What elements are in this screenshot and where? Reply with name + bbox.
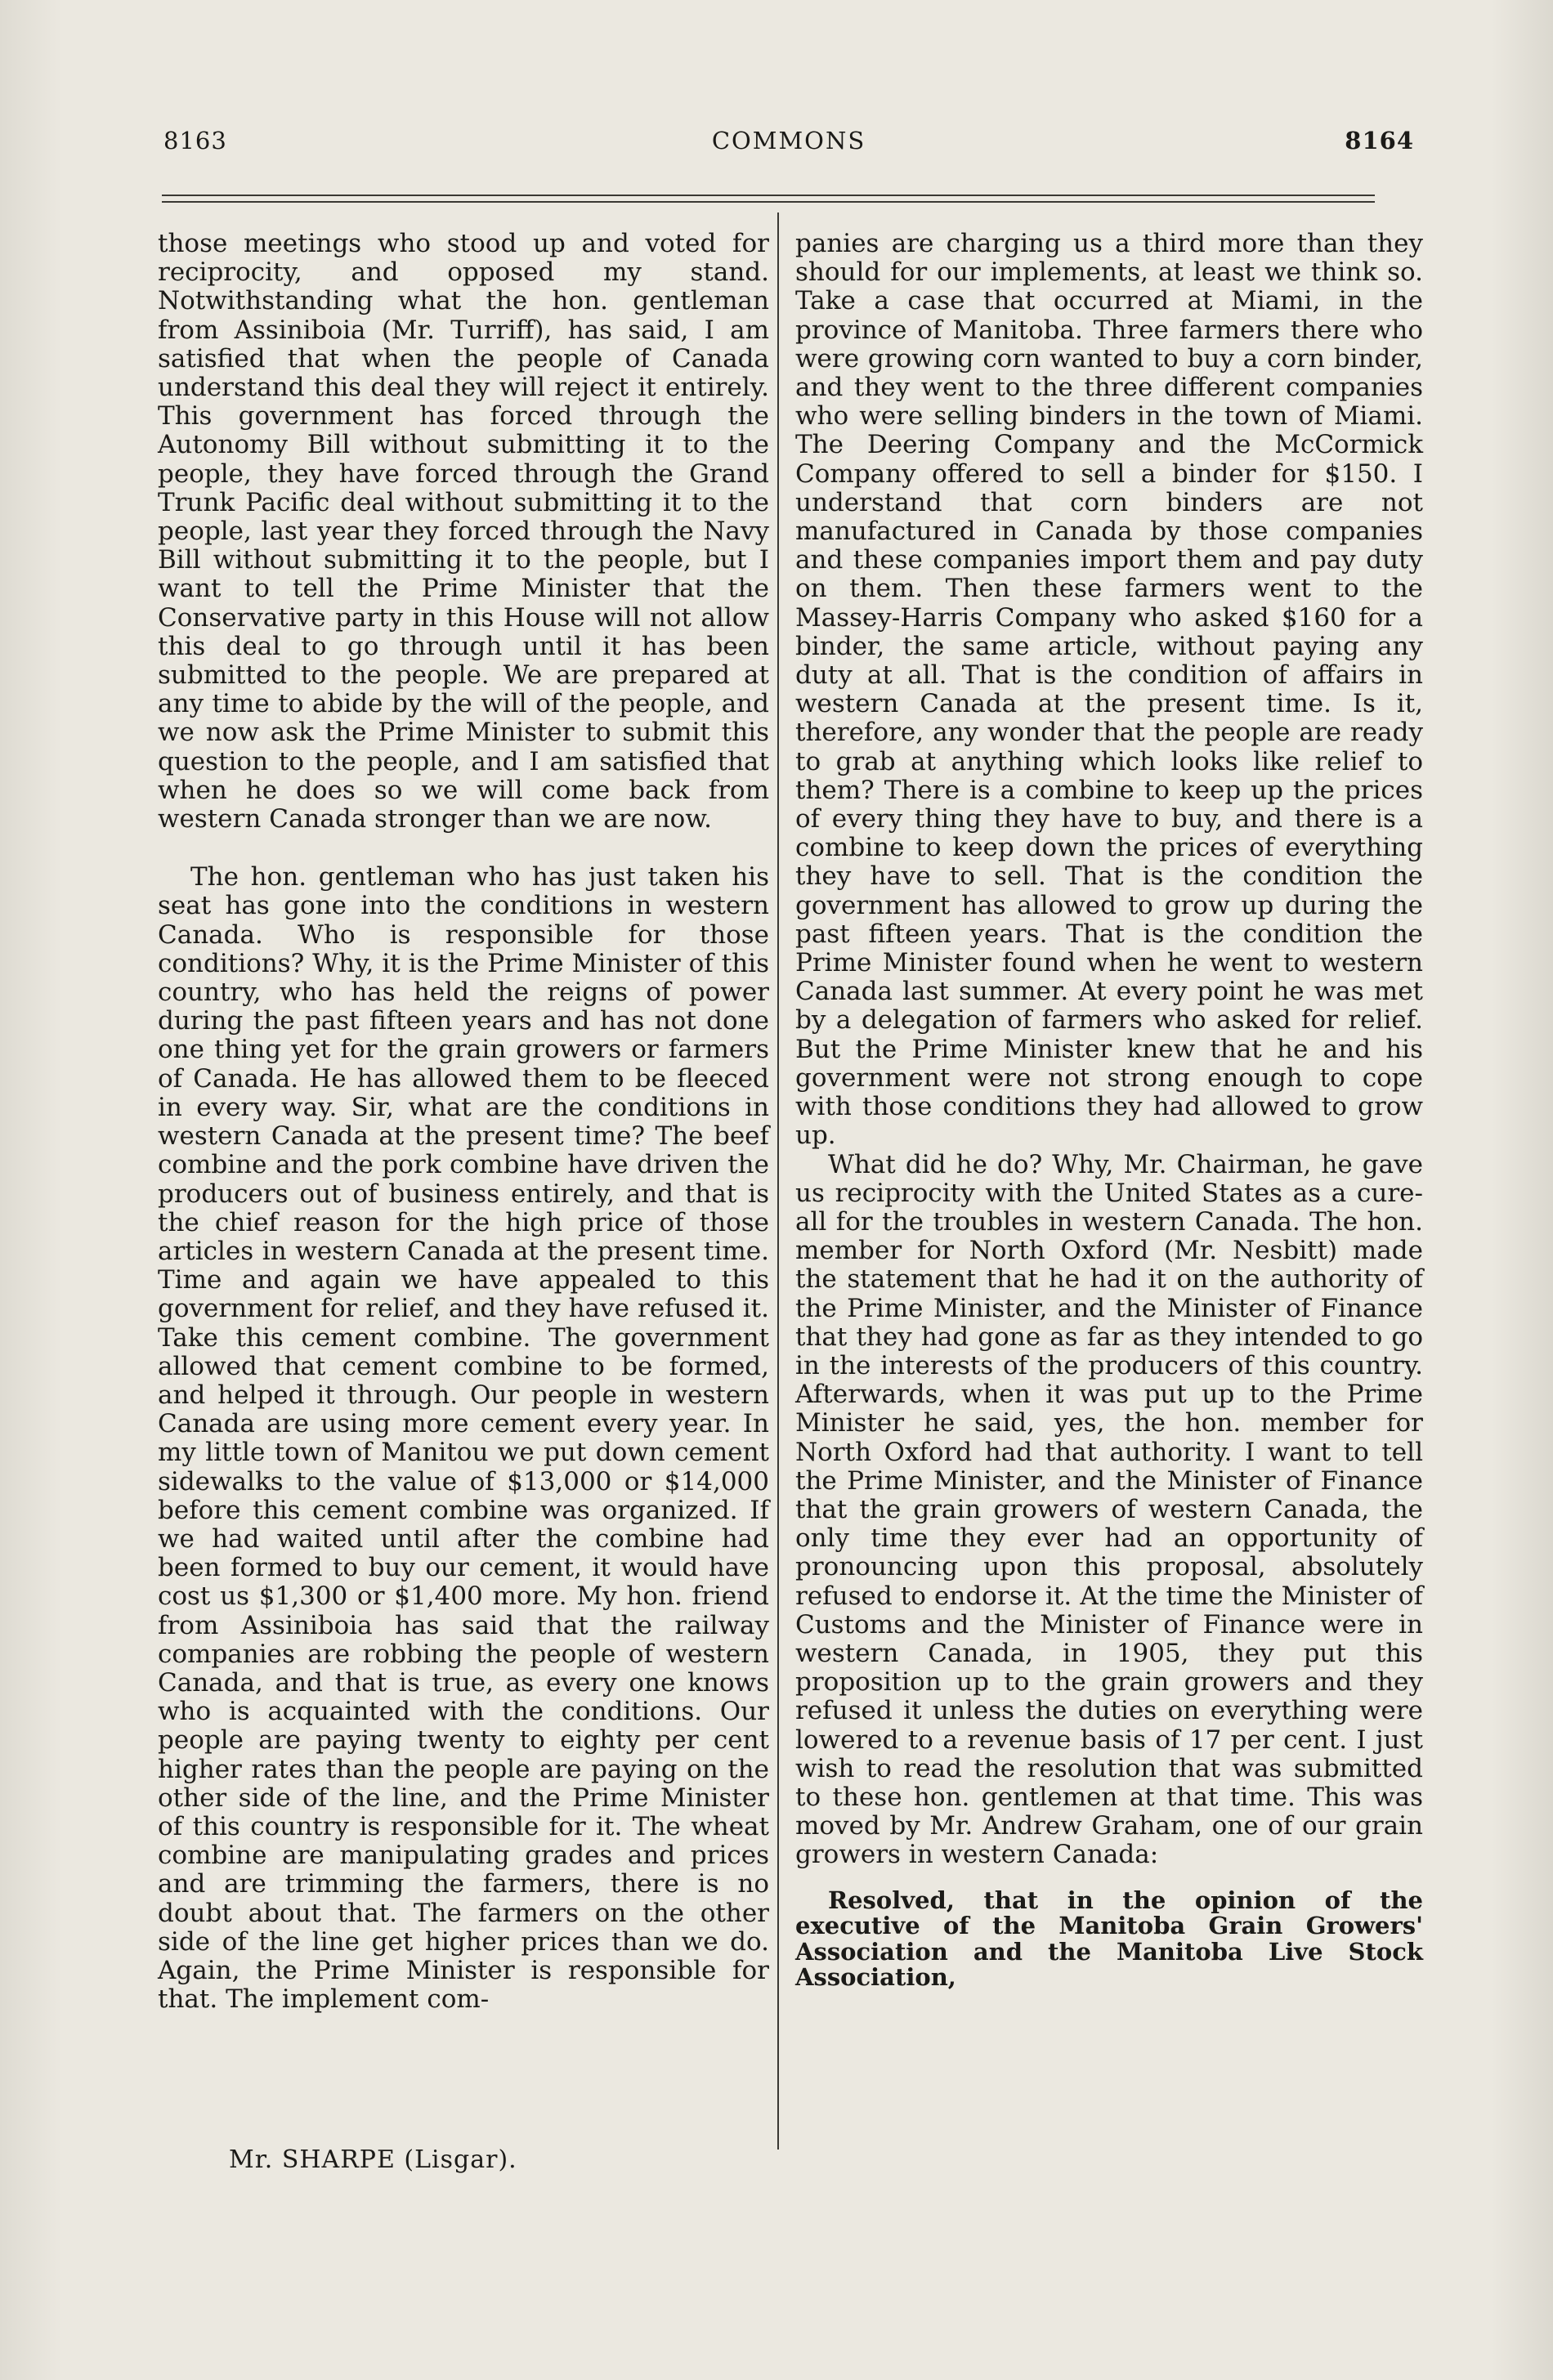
resolution-quote: Resolved, that in the opinion of the executive of the Manitoba Grain Growers' Association and the Manitoba Live Stock Association, bbox=[795, 1886, 1423, 1992]
right-paragraph-2: What did he do? Why, Mr. Chairman, he gave us reciprocity with the United States as a cure-all for the troubles in western Canada. The hon. member for North Oxford (Mr. Nesbitt) made the statement that he had it on the authority of the Prime Minister, and the Minister of Finance that they had gone as far as they intended to go in the interests of the producers of this country. Afterwards, when it was put up to the Prime Minister he said, yes, the hon. member for North Oxford had that authority. I want to tell the Prime Minister, and the Minister of Finance that the grain growers of western Canada, the only time they ever had an opportunity of pronouncing upon this proposal, absolutely refused to endorse it. At the time the Minister of Customs and the Minister of Finance were in western Canada, in 1905, they put this proposition up to the grain growers and they refused it unless the duties on everything were lowered to a revenue basis of 17 per cent. I just wish to read the resolution that was submitted to these hon. gentlemen at that time. This was moved by Mr. Andrew Graham, one of our grain growers in western Canada: bbox=[795, 1149, 1423, 1870]
left-column bbox=[158, 230, 769, 2014]
header-rule-upper bbox=[162, 195, 1375, 196]
page-number-right: 8164 bbox=[1345, 127, 1414, 154]
right-column bbox=[795, 230, 1423, 1991]
page-header bbox=[163, 127, 1414, 164]
right-paragraph-1: panies are charging us a third more than they should for our implements, at least we think so. Take a case that occurred at Miami, in the province of Manitoba. Three farmers there who were growing corn wanted to buy a corn binder, and they went to the three different companies who were selling binders in the town of Miami. The Deering Company and the McCormick Company offered to sell a binder for $150. I understand that corn binders are not manufactured in Canada by those companies and these companies import them and pay duty on them. Then these farmers went to the Massey-Harris Company who asked $160 for a binder, the same article, without paying any duty at all. That is the condition of affairs in western Canada at the present time. Is it, therefore, any wonder that the people are ready to grab at anything which looks like relief to them? There is a combine to keep up the prices of every thing they have to buy, and there is a combine to keep down the prices of everything they have to sell. That is the condition the government has allowed to grow up during the past fifteen years. That is the condition the Prime Minister found when he went to western Canada last summer. At every point he was met by a delegation of farmers who asked for relief. But the Prime Minister knew that he and his government were not strong enough to cope with those conditions they had allowed to grow up. bbox=[795, 229, 1423, 1151]
page-number-left: 8163 bbox=[163, 127, 227, 154]
left-paragraph-1: those meetings who stood up and voted for reciprocity, and opposed my stand. Notwithstanding what the hon. gentleman from Assiniboia (Mr. Turriff), has said, I am satisfied that when the people of Canada understand this deal they will reject it entirely. This government has forced through the Autonomy Bill without submitting it to the people, they have forced through the Grand Trunk Pacific deal without submitting it to the people, last year they forced through the Navy Bill without submitting it to the people, but I want to tell the Prime Minister that the Conservative party in this House will not allow this deal to go through until it has been submitted to the people. We are prepared at any time to abide by the will of the people, and we now ask the Prime Minister to submit this question to the people, and I am satisfied that when he does so we will come back from western Canada stronger than we are now. bbox=[158, 229, 769, 834]
running-title: COMMONS bbox=[711, 127, 866, 154]
column-divider bbox=[777, 212, 779, 2150]
header-rule-lower bbox=[162, 201, 1375, 203]
left-paragraph-2: The hon. gentleman who has just taken his seat has gone into the conditions in western Canada. Who is responsible for those conditions? Why, it is the Prime Minister of this country, who has held the reigns of power during the past fifteen years and has not done one thing yet for the grain growers or farmers of Canada. He has allowed them to be fleeced in every way. Sir, what are the conditions in western Canada at the present time? The beef combine and the pork combine have driven the producers out of business entirely, and that is the chief reason for the high price of those articles in western Canada at the present time. Time and again we have appealed to this government for relief, and they have refused it. Take this cement combine. The government allowed that cement combine to be formed, and helped it through. Our people in western Canada are using more cement every year. In my little town of Manitou we put down cement sidewalks to the value of $13,000 or $14,000 before this cement combine was organized. If we had waited until after the combine had been formed to buy our cement, it would have cost us $1,300 or $1,400 more. My hon. friend from Assiniboia has said that the railway companies are robbing the people of western Canada, and that is true, as every one knows who is acquainted with the conditions. Our people are paying twenty to eighty per cent higher rates than the people are paying on the other side of the line, and the Prime Minister of this country is responsible for it. The wheat combine are manipulating grades and prices and are trimming the farmers, there is no doubt about that. The farmers on the other side of the line get higher prices than we do. Again, the Prime Minister is responsible for that. The implement com- bbox=[158, 862, 769, 2015]
speaker-footer: Mr. SHARPE (Lisgar). bbox=[229, 2145, 517, 2174]
